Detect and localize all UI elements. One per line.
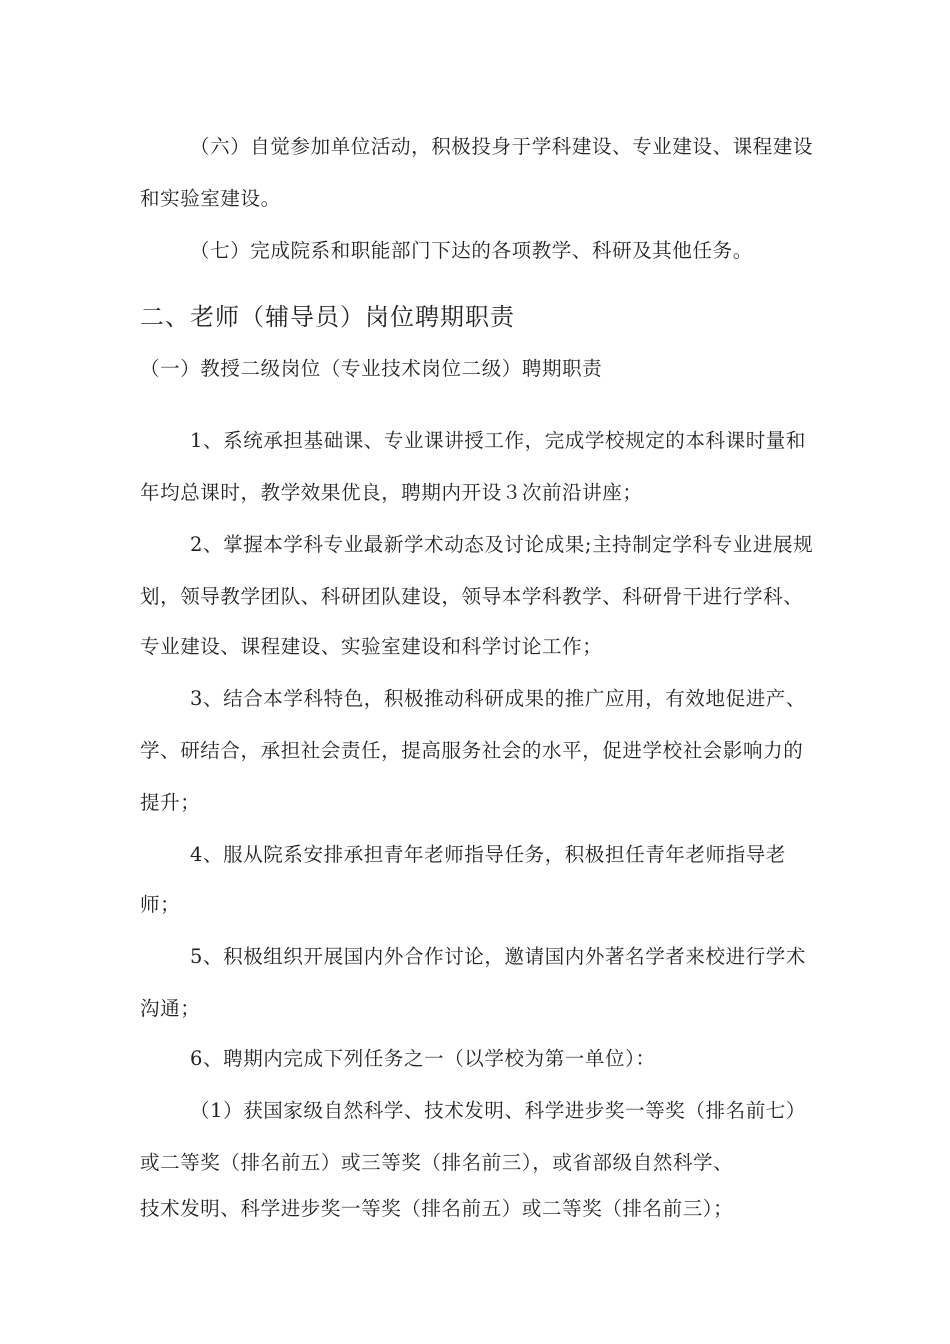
item-6-line-1: 6、聘期内完成下列任务之一（以学校为第一单位）： [190,1047,656,1070]
item-4-line-2: 师； [140,893,181,916]
paragraph-six-line-2: 和实验室建设。 [140,187,281,210]
item-2-line-3: 专业建设、课程建设、实验室建设和科学讨论工作； [140,635,603,658]
item-2-line-2: 划，领导教学团队、科研团队建设，领导本学科教学、科研骨干进行学科、 [140,585,804,608]
item-5-line-2: 沟通； [140,997,201,1020]
subsection-heading: （一）教授二级岗位（专业技术岗位二级）聘期职责 [140,357,603,380]
section-heading: 二、老师（辅导员）岗位聘期职责 [140,303,515,331]
item-1-line-1: 1、系统承担基础课、专业课讲授工作，完成学校规定的本科课时量和 [190,429,807,452]
item-5-line-1: 5、积极组织开展国内外合作讨论，邀请国内外著名学者来校进行学术 [190,945,807,968]
item-3-line-1: 3、结合本学科特色，积极推动科研成果的推广应用，有效地促进产、 [190,687,807,710]
paragraph-six-line-1: （六）自觉参加单位活动，积极投身于学科建设、专业建设、课程建设 [190,135,814,158]
paragraph-seven: （七）完成院系和职能部门下达的各项教学、科研及其他任务。 [190,239,753,262]
item-4-line-1: 4、服从院系安排承担青年老师指导任务，积极担任青年老师指导老 [190,843,786,866]
item-3-line-2: 学、研结合，承担社会责任，提高服务社会的水平，促进学校社会影响力的 [140,739,804,762]
item-6-sub-1-line-1: （1）获国家级自然科学、技术发明、科学进步奖一等奖（排名前七） [190,1099,807,1122]
item-1-line-2: 年均总课时，教学效果优良，聘期内开设３次前沿讲座； [140,481,643,504]
item-2-line-1: 2、掌握本学科专业最新学术动态及讨论成果;主持制定学科专业进展规 [190,533,814,556]
item-3-line-3: 提升； [140,791,201,814]
item-6-sub-1-line-3: 技术发明、科学进步奖一等奖（排名前五）或二等奖（排名前三）； [140,1197,734,1220]
item-6-sub-1-line-2: 或二等奖（排名前五）或三等奖（排名前三），或省部级自然科学、 [140,1151,734,1174]
